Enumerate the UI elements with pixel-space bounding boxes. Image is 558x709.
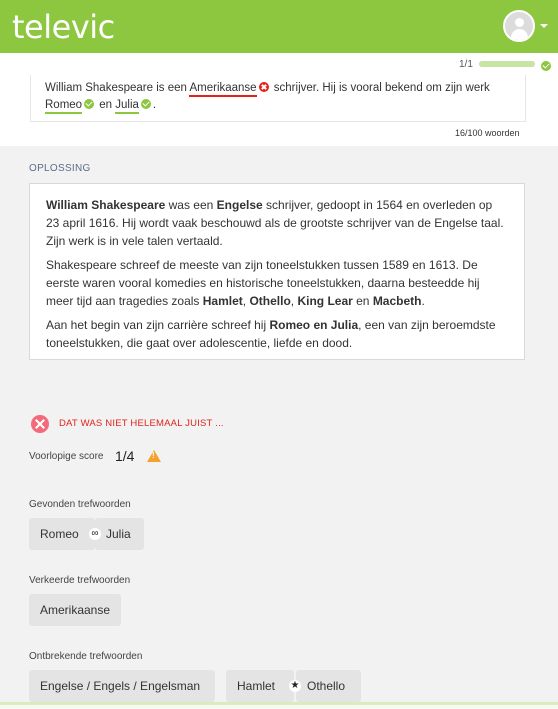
bold-term: Othello (249, 294, 291, 308)
answer-section (0, 75, 558, 146)
bold-term: Romeo en Julia (269, 318, 359, 332)
check-circle-icon (141, 99, 151, 109)
keyword-chip: Hamlet (226, 670, 294, 702)
cross-circle-icon (259, 82, 269, 92)
text: schrijver, gedoopt in 1564 en overleden op 23 april 1616. Hij wordt vaak beschouwd als de grootste schrijver van de Engelse taal. Zijn werk is in vele talen vertaald. (46, 198, 504, 248)
avatar-body (511, 29, 528, 41)
caret-down-icon[interactable] (540, 24, 548, 28)
star-icon: ★ (290, 680, 300, 691)
keyword-chip: Engelse / Engels / Engelsman (29, 670, 215, 702)
keyword-chip: Romeo (29, 518, 95, 550)
bold-term: Macbeth (372, 294, 422, 308)
answer-text-part: schrijver. Hij is vooral bekend om zijn werk (270, 82, 490, 94)
progress-count: 1/1 (459, 59, 473, 70)
wrong-keywords-label: Verkeerde trefwoorden (29, 575, 131, 586)
text: was een (165, 198, 217, 212)
answer-text-part: William Shakespeare is een (45, 82, 190, 94)
footer-strip (0, 702, 558, 709)
found-keywords-label: Gevonden trefwoorden (29, 499, 131, 510)
keyword-chip: Amerikaanse (29, 594, 121, 626)
score-label: Voorlopige score (29, 451, 104, 462)
text: Shakespeare schreef de meeste van zijn toneelstukken tussen 1589 en 1613. De eerste waren vooral komedies en historische toneelstukken, daarna besteedde hij meer tijd aan tragedies zoals (46, 258, 480, 308)
solution-card (14, 148, 540, 378)
solution-paragraph (46, 316, 508, 352)
text: en (352, 294, 373, 308)
bold-term: Engelse (216, 198, 263, 212)
link-icon: ∞ (89, 528, 101, 540)
progress-fill (479, 61, 535, 67)
progress-bar (479, 61, 535, 67)
text: , (290, 294, 298, 308)
solution-text (29, 183, 525, 360)
check-circle-icon (541, 61, 551, 71)
answer-text-part: en (96, 99, 116, 111)
text: , een van zijn beroemdste toneelstukken, die gaat over adolescentie, liefde en dood. (46, 318, 496, 350)
text: , (242, 294, 250, 308)
bold-term: Hamlet (202, 294, 243, 308)
warning-icon (147, 450, 161, 462)
keyword-wrong: Amerikaanse (189, 82, 256, 97)
feedback-message: DAT WAS NIET HELEMAAL JUIST ... (59, 418, 224, 429)
app-header (0, 0, 558, 53)
keyword-chip: Julia (95, 518, 144, 550)
text: . (421, 294, 425, 308)
error-icon (31, 415, 49, 433)
keyword-right: Romeo (45, 99, 82, 114)
avatar-head (515, 18, 524, 27)
text: Aan het begin van zijn carrière schreef hij (46, 318, 270, 332)
solution-paragraph (46, 256, 508, 310)
user-avatar-icon[interactable] (503, 10, 535, 42)
solution-title: OPLOSSING (29, 163, 91, 174)
score-value: 1/4 (115, 448, 135, 464)
answer-text-part: . (152, 99, 157, 111)
televic-logo[interactable]: televic (12, 8, 115, 46)
keyword-right: Julia (115, 99, 139, 114)
bold-term: William Shakespeare (46, 198, 166, 212)
feedback-card (14, 396, 540, 709)
word-count: 16/100 woorden (455, 128, 520, 138)
answer-text (30, 75, 526, 122)
check-circle-icon (84, 99, 94, 109)
solution-paragraph (46, 196, 508, 250)
missing-keywords-label: Ontbrekende trefwoorden (29, 651, 143, 662)
bold-term: King Lear (297, 294, 353, 308)
progress-row (0, 53, 558, 75)
keyword-chip: Othello (296, 670, 361, 702)
